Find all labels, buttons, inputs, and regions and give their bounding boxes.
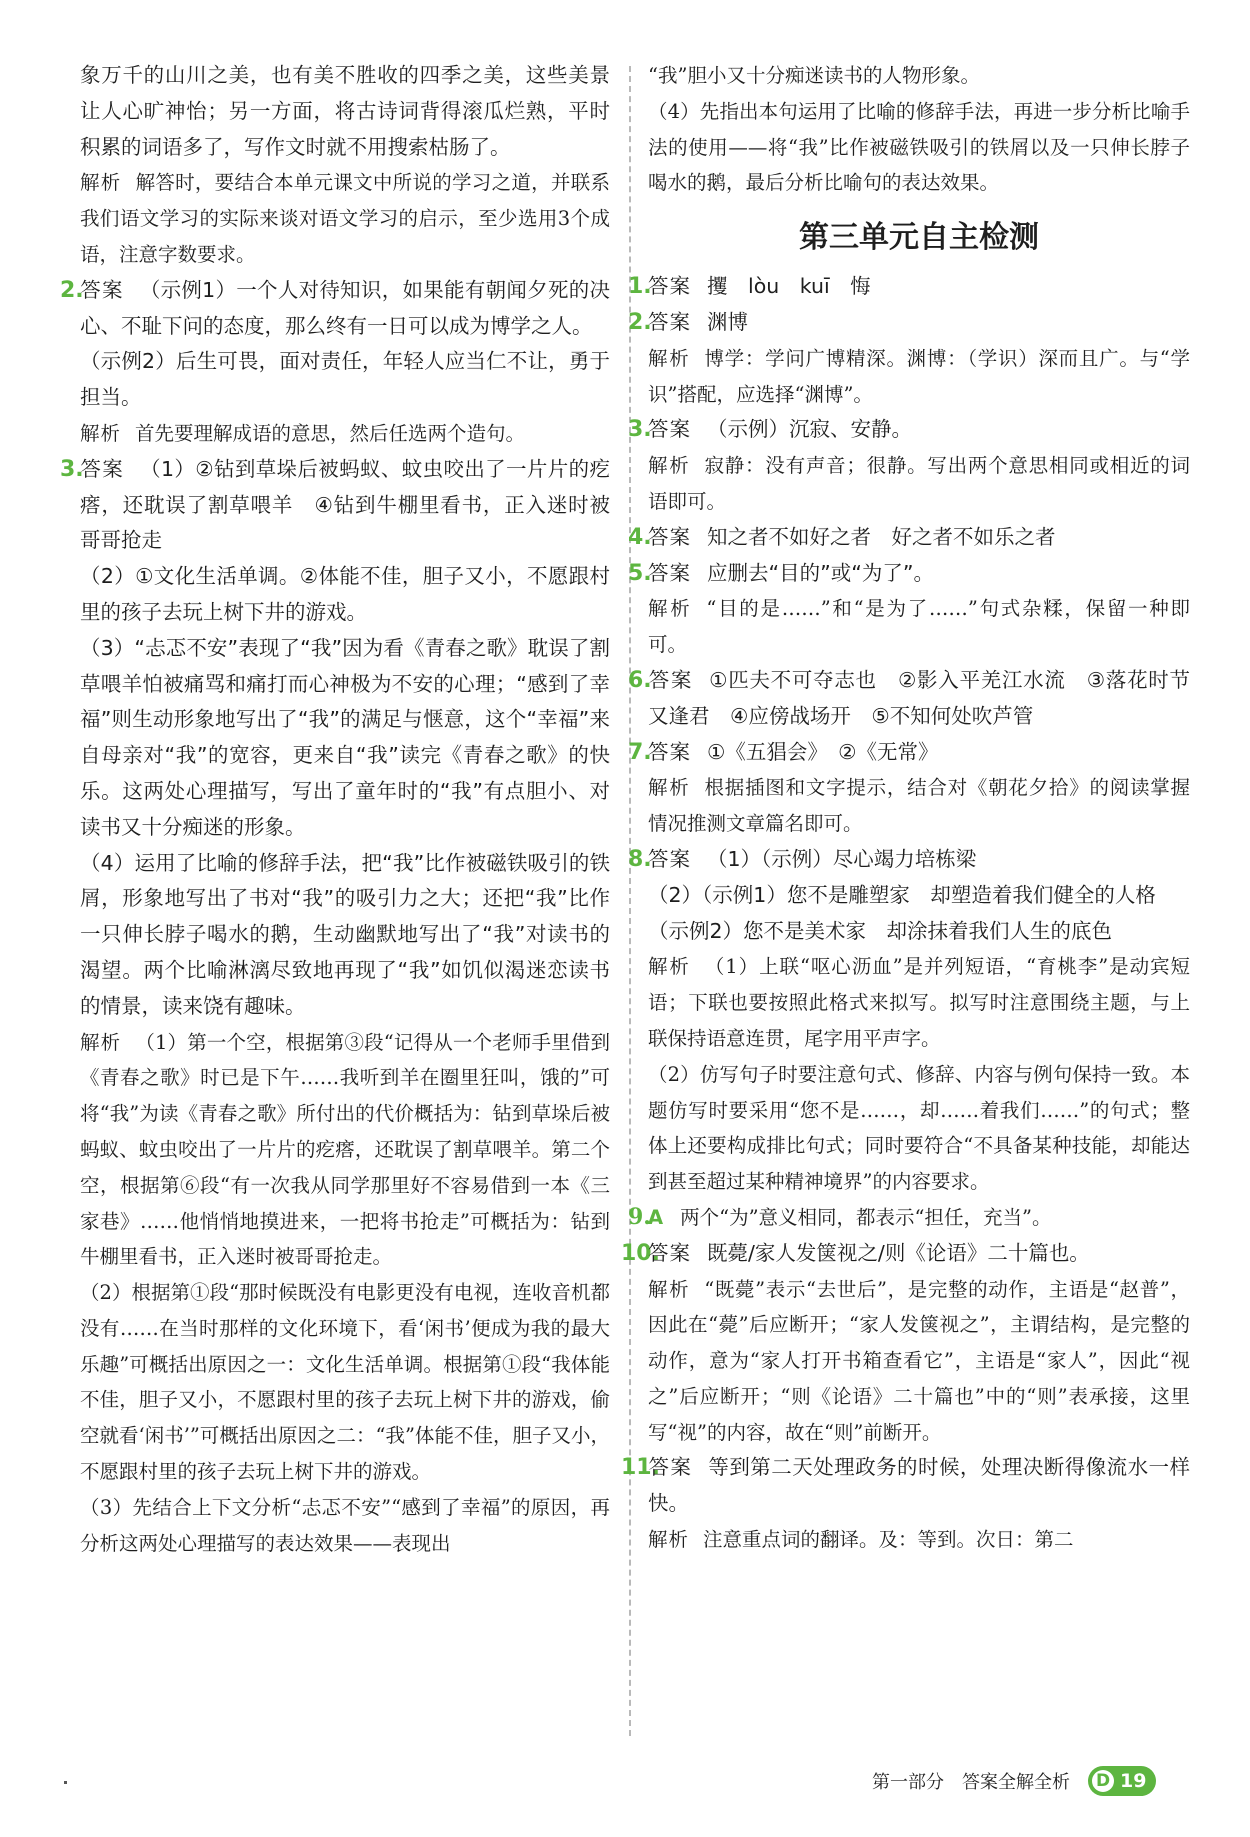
analysis-line: “我”胆小又十分痴迷读书的人物形象。 [648,64,980,87]
question-2-answer: 2.答案 渊博 [628,309,748,335]
question-3-answer: 3.答案 （1）②钻到草垛后被蚂蚁、蚊虫咬出了一片片的疙瘩，还耽误了割草喂羊 ④钻到牛棚里看书，正入迷时被哥哥抢走 [60,456,611,553]
paragraph: 象万千的山川之美，也有美不胜收的四季之美，这些美景让人心旷神怡；另一方面，将古诗词背得滚瓜烂熟，平时积累的词语多了，写作文时就不用搜索枯肠了。 [80,63,610,159]
analysis-line: （2）仿写句子时要注意句式、修辞、内容与例句保持一致。本题仿写时要采用“您不是……，却……着我们……”的句式；整体上还要构成排比句式；同时要符合“不具备某种技能，却能达到甚至超过某种精神境界”的内容要求。 [648,1062,1190,1194]
analysis-block: 解析 寂静：没有声音；很静。写出两个意思相同或相近的词语即可。 [648,454,1190,513]
analysis-line: （2）根据第①段“那时候既没有电影更没有电视，连收音机都没有……在当时那样的文化环境下，看‘闲书’便成为我的最大乐趣”可概括出原因之一：文化生活单调。根据第①段“我体能不佳，胆子又小，不愿跟村里的孩子去玩上树下井的游戏，偷空就看‘闲书’”可概括出原因之二：“我”体能不佳，胆子又小，不愿跟村里的孩子去玩上树下井的游戏。 [80,1281,610,1484]
question-8-answer: 8.答案 （1）（示例）尽心竭力培栋梁 [628,846,977,872]
analysis-block: 解析 “既薨”表示“去世后”，是完整的动作，主语是“赵普”，因此在“薨”后应断开；“家人发箧视之”，主谓结构，是完整的动作，意为“家人打开书箱查看它”，主语是“家人”，因此“视之”后应断开；“则《论语》二十篇也”中的“则”表承接，这里写“视”的内容，故在“则”前断开。 [648,1277,1190,1444]
analysis-block: 解析 根据插图和文字提示，结合对《朝花夕拾》的阅读掌握情况推测文章篇名即可。 [648,776,1190,836]
analysis-block: 解析 注意重点词的翻译。及：等到。次日：第二 [648,1528,1074,1552]
question-10-answer: 10.答案 既薨/家人发箧视之/则《论语》二十篇也。 [621,1240,1090,1266]
analysis-line: （3）先结合上下文分析“忐忑不安”“感到了幸福”的原因，再分析这两处心理描写的表达效果——表现出 [80,1495,610,1555]
footer-part: 第一部分 [872,1772,944,1793]
analysis-block: 解析 博学：学问广博精深。渊博：（学识）深而且广。与“学识”搭配，应选择“渊博”。 [648,346,1190,406]
answer-line: （2）（示例1）您不是雕塑家 却塑造着我们健全的人格 [648,882,1156,907]
analysis-block: 解析 解答时，要结合本单元课文中所说的学习之道，并联系我们语文学习的实际来谈对语文学习的启示，至少选用3个成语，注意字数要求。 [80,171,610,266]
question-1-answer: 1.答案 攫 lòu kuī 悔 [628,274,871,300]
section-title: 第三单元自主检测 [799,220,1039,256]
question-6-answer: 6.答案 ①匹夫不可夺志也 ②影入平羌江水流 ③落花时节又逢君 ④应傍战场开 ⑤不知何处吹芦管 [628,667,1191,728]
question-11-answer: 11.答案 等到第二天处理政务的时候，处理决断得像流水一样快。 [621,1455,1191,1516]
question-2-answer: 2.答案 （示例1）一个人对待知识，如果能有朝闻夕死的决心、不耻下问的态度，那么终有一日可以成为博学之人。 [60,277,611,338]
page-footer [872,1764,1156,1798]
analysis-block: 解析 “目的是……”和“是为了……”句式杂糅，保留一种即可。 [648,597,1190,657]
answer-line: （示例2）后生可畏，面对责任，年轻人应当仁不让，勇于担当。 [80,349,610,410]
page-number-badge [1088,1766,1156,1796]
question-3-answer: 3.答案 （示例）沉寂、安静。 [628,417,912,443]
analysis-block: 解析 （1）第一个空，根据第③段“记得从一个老师手里借到《青春之歌》时已是下午……我听到羊在圈里狂叫，饿的”可将“我”为读《青春之歌》所付出的代价概括为：钻到草垛后被蚂蚁、蚊虫咬出了一片片的疙瘩，还耽误了割草喂羊。第二个空，根据第⑥段“有一次我从同学那里好不容易借到一本《三家巷》……他悄悄地摸进来，一把将书抢走”可概括为：钻到牛棚里看书，正入迷时被哥哥抢走。 [80,1030,610,1269]
answer-line: （4）运用了比喻的修辞手法，把“我”比作被磁铁吸引的铁屑，形象地写出了书对“我”的吸引力之大；还把“我”比作一只伸长脖子喝水的鹅，生动幽默地写出了“我”对读书的渴望。两个比喻淋漓尽致地再现了“我”如饥似渴迷恋读书的情景，读来饶有趣味。 [80,850,610,1018]
analysis-block: 解析 （1）上联“呕心沥血”是并列短语，“育桃李”是动宾短语；下联也要按照此格式来拟写。拟写时注意围绕主题，与上联保持语意连贯，尾字用平声字。 [648,955,1190,1050]
page-number: 19 [1120,1770,1147,1792]
analysis-block: 解析 首先要理解成语的意思，然后任选两个造句。 [80,421,526,445]
answer-line: （2）①文化生活单调。②体能不佳，胆子又小，不愿跟村里的孩子去玩上树下井的游戏。 [80,564,610,624]
badge-letter: D [1092,1770,1114,1792]
answer-line: （3）“忐忑不安”表现了“我”因为看《青春之歌》耽误了割草喂羊怕被痛骂和痛打而心神极为不安的心理；“感到了幸福”则生动形象地写出了“我”的满足与惬意，这个“幸福”来自母亲对“我”的宽容，更来自“我”读完《青春之歌》的快乐。这两处心理描写，写出了童年时的“我”有点胆小、对读书又十分痴迷的形象。 [80,635,610,839]
footer-title: 答案全解全析 [962,1772,1070,1793]
page-dot [64,1781,67,1784]
question-9-answer: 9.A 两个“为”意义相同，都表示“担任，充当”。 [628,1203,1052,1230]
right-column [621,58,1191,1558]
answer-line: （示例2）您不是美术家 却涂抹着我们人生的底色 [648,918,1113,943]
left-column [60,58,611,1561]
question-7-answer: 7.答案 ①《五猖会》 ②《无常》 [628,739,939,765]
question-4-answer: 4.答案 知之者不如好之者 好之者不如乐之者 [628,524,1056,550]
analysis-line: （4）先指出本句运用了比喻的修辞手法，再进一步分析比喻手法的使用——将“我”比作被磁铁吸引的铁屑以及一只伸长脖子喝水的鹅，最后分析比喻句的表达效果。 [648,99,1190,195]
question-5-answer: 5.答案 应删去“目的”或“为了”。 [628,560,934,586]
